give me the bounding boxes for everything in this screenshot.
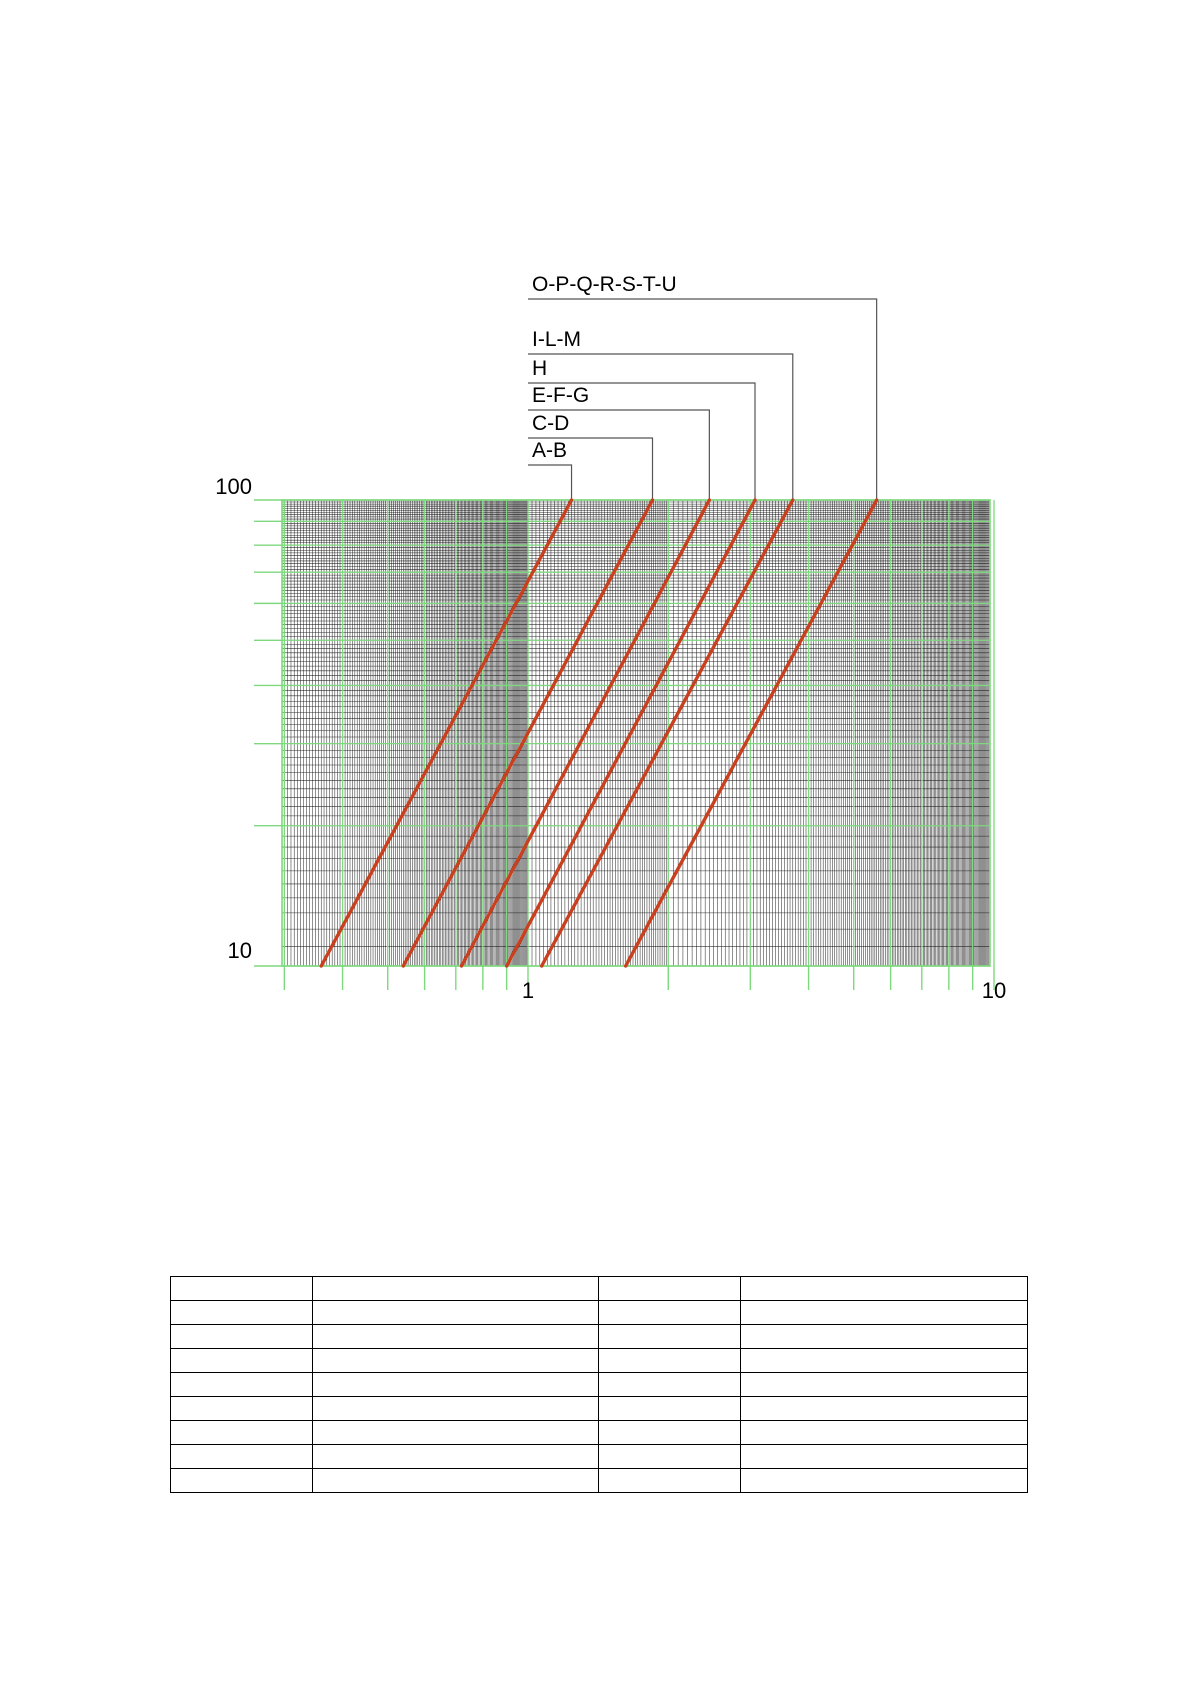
table-cell: [741, 1277, 1028, 1301]
table-row: [171, 1469, 1028, 1493]
table-cell: [741, 1325, 1028, 1349]
table-row: [171, 1397, 1028, 1421]
table-cell: [313, 1301, 599, 1325]
table-row: [171, 1349, 1028, 1373]
table-cell: [171, 1301, 313, 1325]
table-cell: [171, 1325, 313, 1349]
table-cell: [599, 1397, 741, 1421]
table-cell: [171, 1277, 313, 1301]
table-row: [171, 1373, 1028, 1397]
x-tick-label-10: 10: [981, 978, 1007, 1003]
table-cell: [599, 1277, 741, 1301]
series-label-I-L-M: I-L-M: [532, 328, 581, 351]
tick-labels: [215, 474, 1006, 1003]
table-cell: [741, 1301, 1028, 1325]
table-cell: [171, 1469, 313, 1493]
table-cell: [171, 1349, 313, 1373]
table-cell: [741, 1349, 1028, 1373]
table-row: [171, 1301, 1028, 1325]
series-line-I-L-M: [542, 500, 793, 966]
series-label-H: H: [532, 357, 548, 380]
table-cell: [171, 1445, 313, 1469]
table-row: [171, 1277, 1028, 1301]
table-row: [171, 1445, 1028, 1469]
table-cell: [313, 1373, 599, 1397]
table-cell: [313, 1325, 599, 1349]
y-tick-label-100: 100: [215, 474, 252, 499]
y-tick-label-10: 10: [227, 938, 252, 963]
table-cell: [313, 1469, 599, 1493]
table-cell: [313, 1277, 599, 1301]
table-cell: [171, 1373, 313, 1397]
table-cell: [599, 1445, 741, 1469]
table-cell: [599, 1325, 741, 1349]
table-cell: [599, 1301, 741, 1325]
series-label-O-P-Q-R-S-T-U: O-P-Q-R-S-T-U: [532, 273, 677, 296]
table-cell: [313, 1349, 599, 1373]
x-tick-label-1: 1: [521, 978, 535, 1003]
table-cell: [741, 1421, 1028, 1445]
table-cell: [599, 1349, 741, 1373]
table-cell: [171, 1421, 313, 1445]
blank-table: [170, 1276, 1028, 1493]
table-cell: [741, 1373, 1028, 1397]
series-label-C-D: C-D: [532, 412, 570, 435]
table-cell: [313, 1421, 599, 1445]
series-label-A-B: A-B: [532, 439, 568, 462]
table-cell: [599, 1469, 741, 1493]
table-cell: [741, 1445, 1028, 1469]
series-line-A-B: [321, 500, 571, 966]
table-cell: [313, 1397, 599, 1421]
table-cell: [171, 1397, 313, 1421]
table-cell: [313, 1445, 599, 1469]
table-cell: [599, 1373, 741, 1397]
table-cell: [599, 1421, 741, 1445]
series-label-E-F-G: E-F-G: [532, 384, 590, 407]
table-cell: [741, 1397, 1028, 1421]
series-labels: [532, 273, 677, 462]
table-cell: [741, 1469, 1028, 1493]
table-row: [171, 1421, 1028, 1445]
leader-line-A-B: [528, 465, 572, 500]
table-row: [171, 1325, 1028, 1349]
